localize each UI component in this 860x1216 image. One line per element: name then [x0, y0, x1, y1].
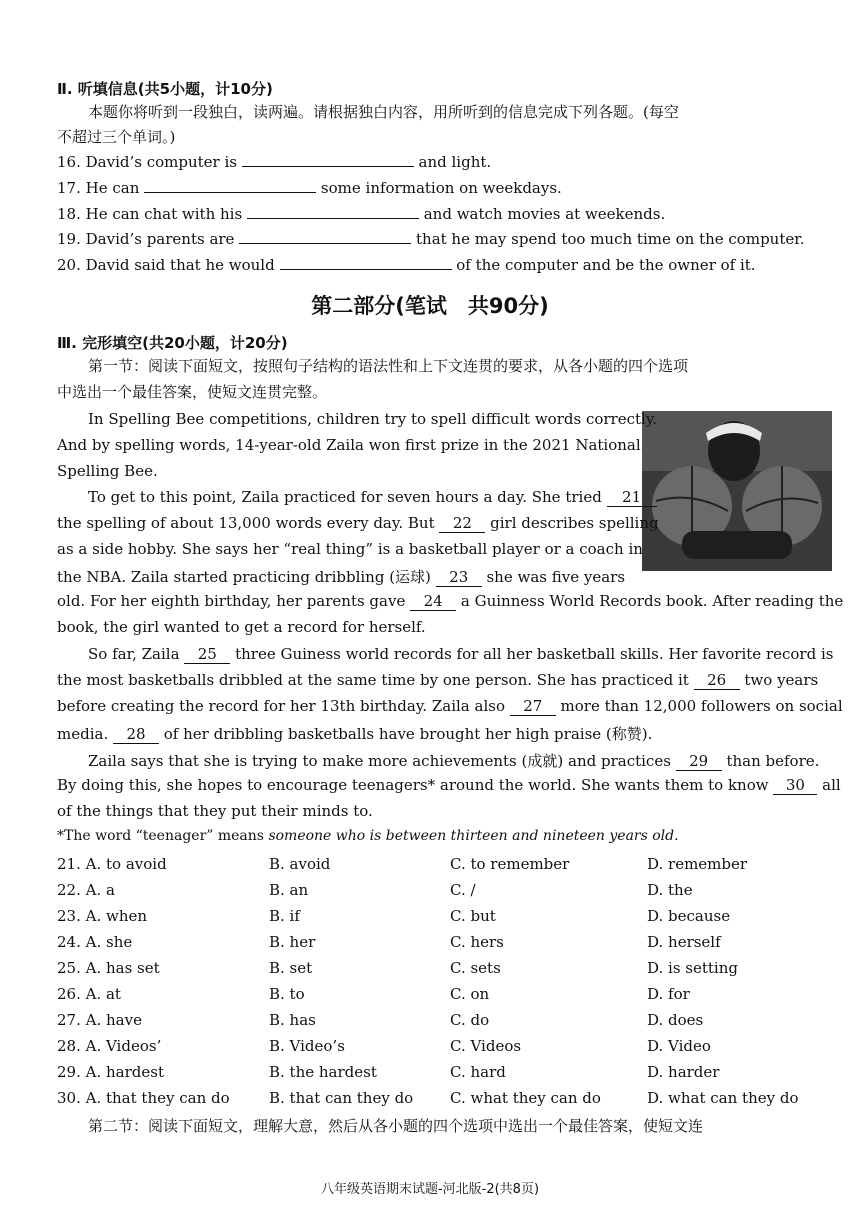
passage-line: [88, 645, 833, 664]
option-c[interactable]: C. do: [450, 1011, 490, 1029]
option-c[interactable]: C. hers: [450, 933, 504, 951]
passage-text: of her dribbling basketballs have brought her high praise (称赞).: [163, 725, 653, 743]
blank-22[interactable]: 22: [439, 514, 485, 533]
passage-text: three Guiness world records for all her basketball skills. Her favorite record is: [235, 645, 834, 663]
passage-line: [57, 514, 659, 533]
item-text: and watch movies at weekends.: [423, 205, 666, 223]
option-b[interactable]: B. has: [269, 1011, 316, 1029]
section-2-title: Ⅱ. 听填信息(共5小题，计10分): [57, 80, 273, 98]
passage-line: book, the girl wanted to get a record for herself.: [57, 618, 426, 636]
listening-item-17: [57, 178, 562, 197]
passage-line: [88, 488, 657, 507]
footnote-definition: someone who is between thirteen and nineteen years old.: [268, 828, 679, 844]
passage-text: To get to this point, Zaila practiced for seven hours a day. She tried: [88, 488, 602, 506]
option-d[interactable]: D. harder: [647, 1063, 720, 1081]
passage-text: By doing this, she hopes to encourage teenagers* around the world. She wants them to know: [57, 776, 769, 794]
answer-blank[interactable]: [144, 178, 316, 193]
listening-item-18: [57, 204, 665, 223]
option-c[interactable]: C. /: [450, 881, 476, 899]
passage-text: than before.: [726, 752, 820, 770]
passage-text: she was five years: [486, 568, 626, 586]
option-a[interactable]: 29. A. hardest: [57, 1063, 164, 1081]
footnote: [57, 828, 679, 844]
item-text: 16. David’s computer is: [57, 153, 237, 171]
blank-26[interactable]: 26: [694, 671, 740, 690]
option-c[interactable]: C. hard: [450, 1063, 506, 1081]
passage-line: [57, 723, 652, 744]
option-d[interactable]: D. Video: [647, 1037, 711, 1055]
passage-line: [57, 776, 841, 795]
listening-item-16: [57, 152, 491, 171]
option-d[interactable]: D. does: [647, 1011, 704, 1029]
answer-blank[interactable]: [239, 229, 411, 244]
section-3-instruction-cont: 中选出一个最佳答案，使短文连贯完整。: [57, 383, 328, 401]
item-text: 20. David said that he would: [57, 256, 275, 274]
passage-line: In Spelling Bee competitions, children try to spell difficult words correctly.: [88, 410, 658, 428]
option-a[interactable]: 26. A. at: [57, 985, 121, 1003]
option-d[interactable]: D. herself: [647, 933, 721, 951]
option-a[interactable]: 22. A. a: [57, 881, 115, 899]
option-b[interactable]: B. set: [269, 959, 313, 977]
item-text: and light.: [418, 153, 492, 171]
blank-28[interactable]: 28: [113, 725, 159, 744]
answer-blank[interactable]: [280, 255, 452, 270]
blank-21[interactable]: 21: [607, 488, 657, 507]
passage-text: a Guinness World Records book. After reading the: [460, 592, 844, 610]
answer-blank[interactable]: [242, 152, 414, 167]
item-text: 17. He can: [57, 179, 140, 197]
passage-line: Spelling Bee.: [57, 462, 158, 480]
option-d[interactable]: D. what can they do: [647, 1089, 799, 1107]
page-footer: 八年级英语期末试题-河北版-2(共8页): [320, 1182, 540, 1197]
passage-line: [57, 566, 625, 587]
option-b[interactable]: B. avoid: [269, 855, 331, 873]
passage-text: old. For her eighth birthday, her parents gave: [57, 592, 406, 610]
passage-text: more than 12,000 followers on social: [560, 697, 843, 715]
section-3-instruction: 第一节：阅读下面短文，按照句子结构的语法性和上下文连贯的要求，从各小题的四个选项: [88, 357, 689, 375]
option-b[interactable]: B. the hardest: [269, 1063, 377, 1081]
option-c[interactable]: C. but: [450, 907, 496, 925]
option-a[interactable]: 28. A. Videos’: [57, 1037, 162, 1055]
option-b[interactable]: B. if: [269, 907, 300, 925]
passage-text: Zaila says that she is trying to make more achievements (成就) and practices: [88, 752, 671, 770]
passage-text: all: [822, 776, 841, 794]
listening-item-20: [57, 255, 756, 274]
passage-line: [57, 592, 843, 611]
section-2-instruction: 本题你将听到一段独白，读两遍。请根据独白内容，用所听到的信息完成下列各题。(每空: [88, 103, 679, 121]
part-2-title: 第二部分(笔试 共90分): [311, 294, 549, 318]
passage-text: the spelling of about 13,000 words every day. But: [57, 514, 435, 532]
passage-text: So far, Zaila: [88, 645, 180, 663]
section-3-title: Ⅲ. 完形填空(共20小题，计20分): [57, 334, 288, 352]
passage-line: [57, 697, 843, 716]
section-b-instruction: 第二节：阅读下面短文，理解大意，然后从各小题的四个选项中选出一个最佳答案，使短文连: [88, 1117, 704, 1135]
option-c[interactable]: C. sets: [450, 959, 501, 977]
option-d[interactable]: D. for: [647, 985, 690, 1003]
option-d[interactable]: D. because: [647, 907, 731, 925]
option-a[interactable]: 30. A. that they can do: [57, 1089, 230, 1107]
option-b[interactable]: B. her: [269, 933, 316, 951]
option-b[interactable]: B. to: [269, 985, 305, 1003]
blank-23[interactable]: 23: [436, 568, 482, 587]
option-b[interactable]: B. Video’s: [269, 1037, 345, 1055]
option-a[interactable]: 23. A. when: [57, 907, 148, 925]
option-a[interactable]: 24. A. she: [57, 933, 133, 951]
passage-text: the NBA. Zaila started practicing dribbling (运球): [57, 568, 431, 586]
passage-line: of the things that they put their minds to.: [57, 802, 373, 820]
blank-24[interactable]: 24: [410, 592, 456, 611]
option-d[interactable]: D. is setting: [647, 959, 738, 977]
option-b[interactable]: B. that can they do: [269, 1089, 414, 1107]
blank-27[interactable]: 27: [510, 697, 556, 716]
passage-text: media.: [57, 725, 109, 743]
option-b[interactable]: B. an: [269, 881, 309, 899]
blank-30[interactable]: 30: [773, 776, 817, 795]
passage-line: [57, 671, 818, 690]
option-a[interactable]: 21. A. to avoid: [57, 855, 167, 873]
item-text: some information on weekdays.: [320, 179, 562, 197]
blank-29[interactable]: 29: [676, 752, 722, 771]
passage-line: [88, 750, 819, 771]
passage-line: as a side hobby. She says her “real thing” is a basketball player or a coach in: [57, 540, 643, 558]
passage-text: girl describes spelling: [490, 514, 659, 532]
section-2-instruction-cont: 不超过三个单词。): [57, 128, 176, 146]
option-a[interactable]: 27. A. have: [57, 1011, 142, 1029]
passage-line: And by spelling words, 14-year-old Zaila won first prize in the 2021 National: [57, 436, 641, 454]
listening-item-19: [57, 229, 805, 248]
item-text: of the computer and be the owner of it.: [456, 256, 756, 274]
passage-text: two years: [744, 671, 819, 689]
athlete-photo: [642, 411, 832, 571]
answer-blank[interactable]: [247, 204, 419, 219]
option-c[interactable]: C. what they can do: [450, 1089, 601, 1107]
passage-text: before creating the record for her 13th birthday. Zaila also: [57, 697, 505, 715]
option-d[interactable]: D. the: [647, 881, 693, 899]
option-a[interactable]: 25. A. has set: [57, 959, 160, 977]
option-d[interactable]: D. remember: [647, 855, 748, 873]
option-c[interactable]: C. on: [450, 985, 490, 1003]
blank-25[interactable]: 25: [184, 645, 230, 664]
passage-text: the most basketballs dribbled at the same time by one person. She has practiced it: [57, 671, 689, 689]
item-text: 19. David’s parents are: [57, 230, 235, 248]
option-c[interactable]: C. Videos: [450, 1037, 522, 1055]
item-text: that he may spend too much time on the computer.: [416, 230, 805, 248]
option-c[interactable]: C. to remember: [450, 855, 570, 873]
footnote-text: *The word “teenager” means: [57, 828, 269, 844]
photo-illustration: [642, 411, 832, 571]
item-text: 18. He can chat with his: [57, 205, 243, 223]
